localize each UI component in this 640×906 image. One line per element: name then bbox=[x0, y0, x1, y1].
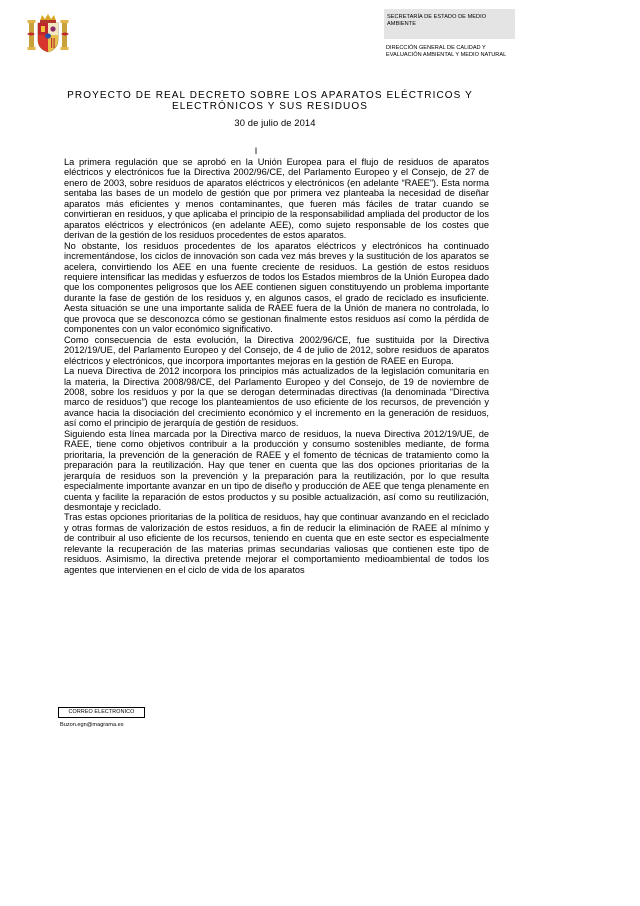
ministry-box bbox=[384, 9, 515, 39]
document-body bbox=[64, 157, 489, 575]
document-title-line-1: PROYECTO DE REAL DECRETO SOBRE LOS APARATOS ELÉCTRICOS Y bbox=[67, 90, 473, 101]
paragraph: Siguiendo esta línea marcada por la Directiva marco de residuos, la nueva Directiva 2012/19/UE, de RAEE, tiene como objetivos contribuir a la producción y consumo sostenibles mediante, de forma prioritaria, la prevención de la generación de RAEE y el fomento de técnicas de tratamiento como la preparación para la reutilización. Hay que tener en cuenta que las dos opciones prioritarias de la jerarquía de residuos son la prevención y la preparación para la reutilización, por lo que resulta especialmente importante avanzar en un tipo de diseño y producción de AEE que tenga plenamente en cuenta y facilite la reparación de estos productos y su posible actualización, así como su reutilización, desmontaje y reciclado. bbox=[64, 428, 489, 512]
document-title-line-2: ELECTRÓNICOS Y SUS RESIDUOS bbox=[171, 101, 369, 112]
email-label: CORREO ELECTRONICO bbox=[58, 707, 145, 718]
ministry-name: SECRETARÍA DE ESTADO DE MEDIO AMBIENTE bbox=[387, 14, 487, 27]
section-number: I bbox=[254, 146, 258, 156]
email-address: Buzon.egn@magrama.es bbox=[60, 722, 124, 728]
paragraph: Tras estas opciones prioritarias de la política de residuos, hay que continuar avanzando en el reciclado y otras formas de valorización de estos residuos, a fin de reducir la eliminación de RAEE al mínimo y de contribuir al uso eficiente de los recursos, teniendo en cuenta que en este sector es especialmente relevante la recuperación de las materias primas secundarias valiosas que contienen este tipo de residuos. Asimismo, la directiva pretende mejorar el comportamiento medioambiental de todos los agentes que intervienen en el ciclo de vida de los aparatos bbox=[64, 512, 489, 575]
directorate-name: DIRECCIÓN GENERAL DE CALIDAD Y EVALUACIÓN AMBIENTAL Y MEDIO NATURAL bbox=[386, 45, 507, 59]
paragraph: No obstante, los residuos procedentes de los aparatos eléctricos y electrónicos ha continuado incrementándose, los ciclos de innovación son cada vez más breves y la sustitución de los aparatos se acelera, convirtiendo los AEE en una fuente creciente de residuos. La gestión de estos residuos requiere intensificar las medidas y esfuerzos de todos los Estados miembros de la Unión Europea dado que los componentes peligrosos que los AEE contienen siguen constituyendo un problema importante durante la fase de gestión de los residuos y, en algunos casos, el grado de reciclado es insuficiente. Aesta situación se une una importante salida de RAEE fuera de la Unión de manera no controlada, lo que provoca que se desconozca cómo se gestionan finalmente estos residuos así como la pérdida de componentes con un valor económico significativo. bbox=[64, 240, 489, 335]
document-date: 30 de julio de 2014 bbox=[234, 117, 316, 128]
paragraph: La nueva Directiva de 2012 incorpora los principios más actualizados de la legislación comunitaria en la materia, la Directiva 2008/98/CE, del Parlamento Europeo y del Consejo, de 19 de noviembre de 2008, sobre los residuos y por la que se derogan determinadas directivas (la denominada “Directiva marco de residuos”) que recoge los planteamientos de uso eficiente de los recursos, de prevención y avance hacia la disociación del crecimiento económico y el incremento en la generación de residuos, así como el principio de jerarquía de gestión de residuos. bbox=[64, 366, 489, 429]
paragraph: La primera regulación que se aprobó en la Unión Europea para el flujo de residuos de aparatos eléctricos y electrónicos fue la Directiva 2002/96/CE, del Parlamento Europeo y el Consejo, de 27 de enero de 2003, sobre residuos de aparatos eléctricos y electrónicos (en adelante “RAEE”). Esta norma sentaba las bases de un modelo de gestión que por primera vez planteaba la necesidad de diseñar aparatos más eficientes y menos contaminantes, que fueren más fáciles de tratar cuando se convirtieran en residuos, y que aplicaba el principio de la responsabilidad ampliada del productor de los aparatos eléctricos y electrónicos (en adelante AEE), como sujeto responsable de los costes que derivan de la gestión de los residuos procedentes de estos aparatos. bbox=[64, 157, 489, 241]
spanish-coat-of-arms-icon bbox=[26, 12, 70, 54]
paragraph: Como consecuencia de esta evolución, la Directiva 2002/96/CE, fue sustituida por la Directiva 2012/19/UE, del Parlamento Europeo y del Consejo, de 4 de julio de 2012, sobre residuos de aparatos eléctricos y electrónicos, que incorpora importantes mejoras en la gestión de RAEE en Europa. bbox=[64, 334, 489, 366]
